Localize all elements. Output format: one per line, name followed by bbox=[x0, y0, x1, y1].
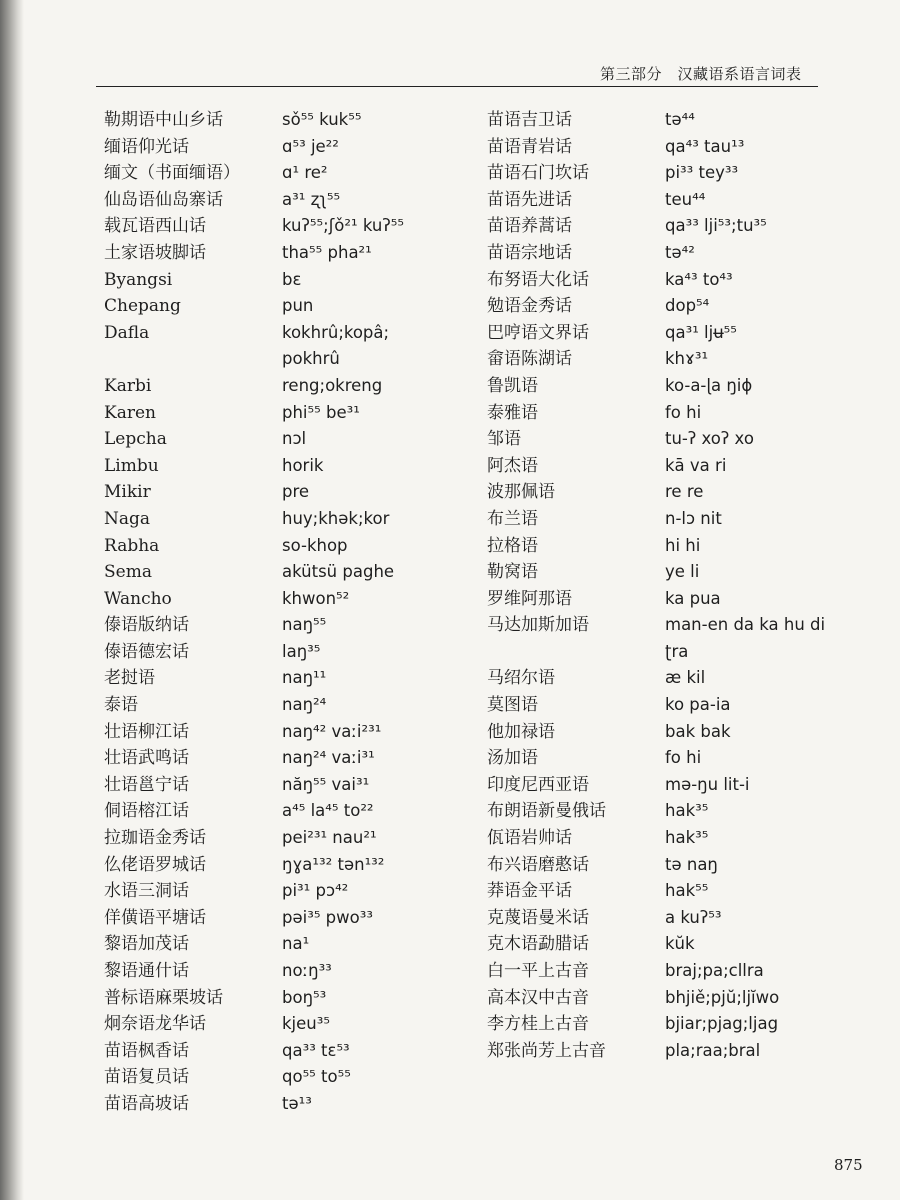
language-name: Naga bbox=[104, 508, 151, 529]
language-name: 罗维阿那语 bbox=[487, 588, 572, 609]
language-name: Byangsi bbox=[104, 269, 173, 290]
language-name: 壮语邕宁话 bbox=[104, 774, 189, 795]
language-name: 勒窝语 bbox=[487, 562, 538, 583]
language-name: 拉珈语金秀话 bbox=[104, 828, 206, 849]
language-name: 布朗语新曼俄话 bbox=[487, 801, 606, 822]
word-form: khɤ³¹ bbox=[665, 349, 709, 369]
word-form: laŋ³⁵ bbox=[282, 641, 321, 661]
language-name: 泰雅语 bbox=[487, 402, 538, 423]
word-form: bak bak bbox=[665, 721, 731, 741]
word-form: khwon⁵² bbox=[282, 588, 350, 608]
word-form: na¹ bbox=[282, 934, 310, 954]
word-form: a³¹ ʐʅ⁵⁵ bbox=[282, 189, 341, 209]
language-name: 苗语复员话 bbox=[104, 1067, 189, 1088]
language-name: 黎语加茂话 bbox=[104, 934, 189, 955]
word-form: naŋ¹¹ bbox=[282, 668, 327, 688]
word-form: hi hi bbox=[665, 535, 701, 555]
language-name: 巴哼语文界话 bbox=[487, 322, 589, 343]
word-form: naŋ⁵⁵ bbox=[282, 615, 327, 635]
word-form: ye li bbox=[665, 562, 700, 582]
word-form: dop⁵⁴ bbox=[665, 296, 710, 316]
language-name: 苗语石门坎话 bbox=[487, 163, 589, 184]
language-name: 波那佩语 bbox=[487, 482, 555, 503]
word-form: ko pa-ia bbox=[665, 695, 731, 715]
language-name: 佯僙语平塘话 bbox=[104, 907, 206, 928]
word-form: mə-ŋu lit-i bbox=[665, 774, 750, 794]
word-form: pi³¹ pɔ⁴² bbox=[282, 881, 349, 901]
word-form: tha⁵⁵ pha²¹ bbox=[282, 242, 372, 262]
word-form: bhjiě;pjŭ;ljĭwo bbox=[665, 987, 780, 1007]
language-name: 苗语宗地话 bbox=[487, 242, 572, 263]
language-name: 土家语坡脚话 bbox=[104, 242, 206, 263]
language-name: 普标语麻栗坡话 bbox=[104, 987, 223, 1008]
language-name: 布兰语 bbox=[487, 508, 538, 529]
language-name: Karbi bbox=[104, 375, 152, 396]
word-form: pi³³ tey³³ bbox=[665, 163, 739, 183]
language-name: 侗语榕江话 bbox=[104, 801, 189, 822]
word-form: fo hi bbox=[665, 402, 702, 422]
language-name: 印度尼西亚语 bbox=[487, 774, 589, 795]
language-name: 他加禄语 bbox=[487, 721, 555, 742]
word-form: kokhrû;kopâ; bbox=[282, 322, 390, 342]
language-name: Sema bbox=[104, 562, 152, 583]
word-form: ko-a-ɭa ŋiɸ bbox=[665, 375, 753, 395]
language-name: 汤加语 bbox=[487, 748, 538, 769]
language-name: 布努语大化话 bbox=[487, 269, 589, 290]
language-name: 缅文（书面缅语） bbox=[104, 163, 240, 184]
language-name: 马绍尔语 bbox=[487, 668, 555, 689]
language-name: 载瓦语西山话 bbox=[104, 216, 206, 237]
language-name: 佤语岩帅话 bbox=[487, 828, 572, 849]
word-form: hak³⁵ bbox=[665, 828, 709, 848]
language-name: 莽语金平话 bbox=[487, 881, 572, 902]
word-form: kjeu³⁵ bbox=[282, 1014, 330, 1034]
word-form: a⁴⁵ la⁴⁵ to²² bbox=[282, 801, 374, 821]
word-form: huy;khək;kor bbox=[282, 508, 390, 528]
word-form: tu-ʔ xoʔ xo bbox=[665, 429, 754, 449]
language-name: 苗语高坡话 bbox=[104, 1093, 189, 1114]
book-binding-shadow bbox=[0, 0, 24, 1200]
word-form: tə⁴² bbox=[665, 242, 695, 262]
language-name: 白一平上古音 bbox=[487, 961, 589, 981]
word-form: bɛ bbox=[282, 269, 302, 289]
word-form: a kuʔ⁵³ bbox=[665, 907, 722, 927]
word-form: naŋ⁴² vaːi²³¹ bbox=[282, 721, 382, 741]
language-name: 苗语青岩话 bbox=[487, 136, 572, 157]
word-form: pre bbox=[282, 482, 310, 502]
language-name: 布兴语磨憨话 bbox=[487, 854, 589, 875]
word-form: ɑ¹ re² bbox=[282, 163, 328, 183]
page-number: 875 bbox=[834, 1156, 863, 1174]
word-form: qa³³ lji⁵³;tu³⁵ bbox=[665, 216, 767, 236]
word-form: naŋ²⁴ vaːi³¹ bbox=[282, 748, 375, 768]
language-name: 仙岛语仙岛寨话 bbox=[104, 189, 223, 210]
word-form: kuʔ⁵⁵;ʃǒ²¹ kuʔ⁵⁵ bbox=[282, 216, 404, 236]
word-form: pla;raa;bral bbox=[665, 1040, 761, 1060]
language-name: 拉格语 bbox=[487, 535, 538, 556]
language-name: 郑张尚芳上古音 bbox=[487, 1040, 606, 1061]
language-name: 马达加斯加语 bbox=[487, 615, 589, 636]
word-form: pun bbox=[282, 296, 314, 316]
language-name: Rabha bbox=[104, 535, 160, 556]
word-form: kā va ri bbox=[665, 455, 727, 475]
word-form: re re bbox=[665, 482, 704, 502]
word-form: noːŋ³³ bbox=[282, 961, 332, 980]
language-name: 高本汉中古音 bbox=[487, 987, 589, 1008]
language-name: 泰语 bbox=[104, 695, 138, 716]
word-form: ka⁴³ to⁴³ bbox=[665, 269, 733, 289]
word-form: æ kil bbox=[665, 668, 706, 688]
word-form: qa⁴³ tau¹³ bbox=[665, 136, 745, 156]
word-form: naŋ²⁴ bbox=[282, 695, 327, 715]
word-form: sǒ⁵⁵ kuk⁵⁵ bbox=[282, 110, 362, 129]
word-form: n-lɔ nit bbox=[665, 508, 722, 528]
word-form: qo⁵⁵ to⁵⁵ bbox=[282, 1067, 351, 1087]
word-form: ŋɣa¹³² tən¹³² bbox=[282, 854, 385, 874]
word-form: tə⁴⁴ bbox=[665, 110, 695, 129]
language-name: 老挝语 bbox=[104, 668, 155, 689]
language-name: 傣语版纳话 bbox=[104, 615, 189, 636]
language-name: 苗语养蒿话 bbox=[487, 216, 572, 237]
word-form: fo hi bbox=[665, 748, 702, 768]
word-form: ɑ⁵³ je²² bbox=[282, 136, 339, 156]
word-form: tə naŋ bbox=[665, 854, 718, 874]
language-name: 勉语金秀话 bbox=[487, 296, 572, 317]
language-name: 傣语德宏话 bbox=[104, 641, 189, 662]
language-name: Dafla bbox=[104, 322, 150, 343]
word-form: hak³⁵ bbox=[665, 801, 709, 821]
word-form: tə¹³ bbox=[282, 1093, 312, 1113]
language-name: 壮语武鸣话 bbox=[104, 748, 189, 769]
word-form: hak⁵⁵ bbox=[665, 881, 709, 901]
language-name: 炯奈语龙华话 bbox=[104, 1014, 206, 1035]
word-form: năŋ⁵⁵ vai³¹ bbox=[282, 774, 370, 794]
language-name: 苗语吉卫话 bbox=[487, 110, 572, 130]
word-form: phi⁵⁵ be³¹ bbox=[282, 402, 360, 422]
word-form: akütsü paghe bbox=[282, 562, 395, 582]
language-name: Limbu bbox=[104, 455, 159, 476]
language-name: Mikir bbox=[104, 482, 151, 503]
running-header: 第三部分 汉藏语系语言词表 bbox=[600, 65, 802, 83]
word-form: nɔl bbox=[282, 429, 307, 449]
word-form: horik bbox=[282, 455, 324, 475]
word-form: braj;pa;cllra bbox=[665, 961, 764, 980]
word-form: boŋ⁵³ bbox=[282, 987, 327, 1007]
word-form: teu⁴⁴ bbox=[665, 189, 706, 209]
word-form: ka pua bbox=[665, 588, 721, 608]
header-rule bbox=[96, 86, 818, 87]
language-name: 克蔑语曼米话 bbox=[487, 907, 589, 928]
language-name: 畲语陈湖话 bbox=[487, 349, 572, 370]
language-name: 苗语先进话 bbox=[487, 189, 572, 210]
language-name: Lepcha bbox=[104, 429, 167, 450]
language-name: 莫图语 bbox=[487, 695, 538, 716]
language-name: 李方桂上古音 bbox=[487, 1014, 589, 1035]
language-name: 缅语仰光话 bbox=[104, 136, 189, 157]
word-form: pokhrû bbox=[282, 349, 340, 369]
word-form: man-en da ka hu di bbox=[665, 615, 826, 635]
language-name: Wancho bbox=[104, 588, 172, 609]
word-form: ʈra bbox=[665, 641, 689, 661]
word-form: qa³¹ ljʉ⁵⁵ bbox=[665, 322, 737, 342]
language-name: Chepang bbox=[104, 296, 181, 317]
word-form: so-khop bbox=[282, 535, 348, 555]
language-name: 阿杰语 bbox=[487, 455, 538, 476]
word-form: kŭk bbox=[665, 934, 695, 954]
word-form: qa³³ tɛ⁵³ bbox=[282, 1040, 350, 1060]
language-name: 壮语柳江话 bbox=[104, 721, 189, 742]
language-name: 克木语勐腊话 bbox=[487, 934, 589, 955]
language-name: 鲁凯语 bbox=[487, 375, 538, 396]
language-name: 苗语枫香话 bbox=[104, 1040, 189, 1061]
language-name: 水语三洞话 bbox=[104, 881, 189, 902]
language-name: Karen bbox=[104, 402, 156, 423]
word-form: bjiar;pjag;ljag bbox=[665, 1014, 779, 1034]
language-name: 黎语通什话 bbox=[104, 961, 189, 981]
language-name: 邹语 bbox=[487, 429, 521, 450]
word-form: pəi³⁵ pwo³³ bbox=[282, 907, 373, 927]
language-name: 仫佬语罗城话 bbox=[104, 854, 206, 875]
word-form: pei²³¹ nau²¹ bbox=[282, 828, 377, 848]
word-form: reng;okreng bbox=[282, 375, 383, 395]
language-name: 勒期语中山乡话 bbox=[104, 110, 223, 130]
